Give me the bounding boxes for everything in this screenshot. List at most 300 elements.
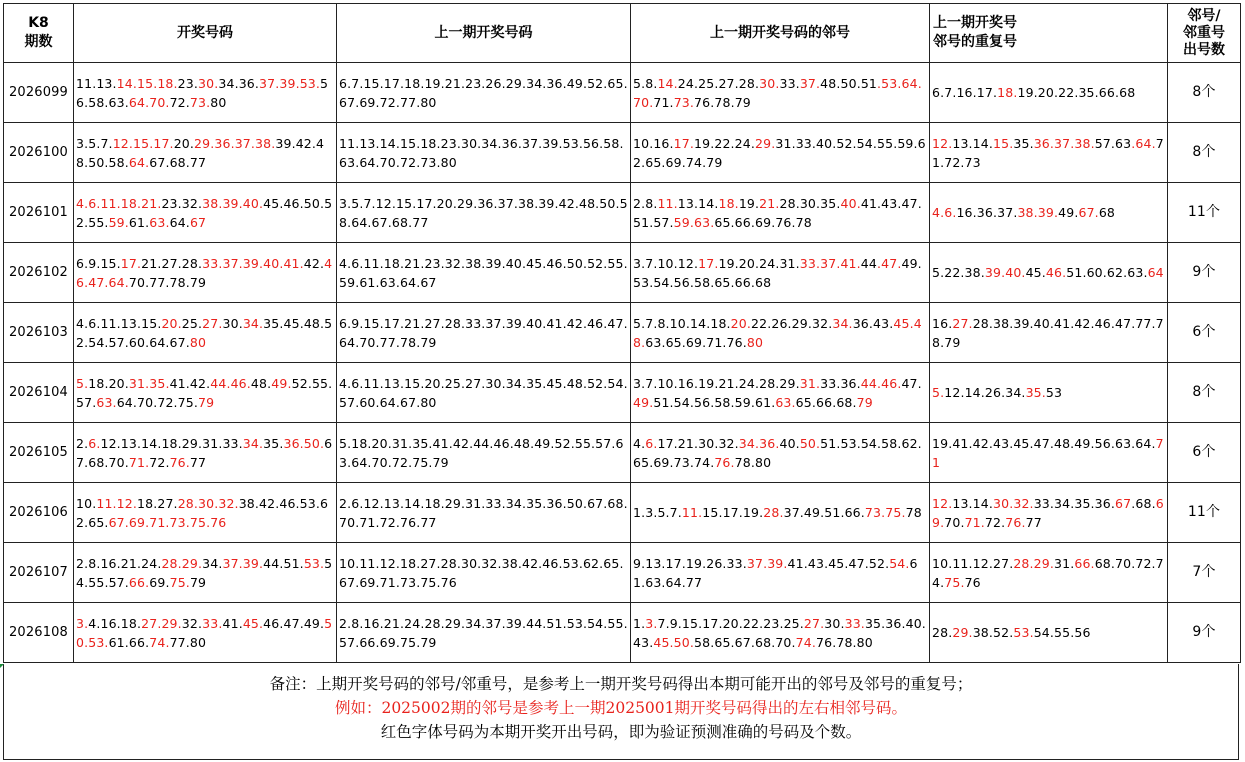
hit-number: 73.75. — [864, 505, 906, 520]
number-text: 51.60.62.63. — [1066, 265, 1148, 280]
cell-corner-marker — [0, 664, 4, 668]
hit-number: 76. — [714, 454, 735, 470]
hit-number: 11. — [657, 195, 678, 211]
hit-number: 18. — [718, 195, 739, 211]
table-row — [4, 123, 1241, 183]
draw-cell — [74, 543, 337, 603]
number-text: 16.36.37. — [956, 205, 1018, 220]
hit-number: 34. — [242, 435, 264, 451]
number-text: 35.36.40.43. — [633, 615, 926, 650]
header-period: K8 期数 — [4, 4, 74, 63]
hit-number: 71. — [128, 454, 150, 470]
number-text: 58.65.67.68.70. — [694, 634, 796, 650]
period-cell: 2026104 — [4, 363, 74, 423]
neighbors-cell — [631, 543, 930, 603]
header-draw: 开奖号码 — [74, 4, 337, 63]
number-text: 19.22.24. — [694, 135, 756, 151]
hit-number: 79 — [856, 394, 873, 410]
prev-cell: 10.11.12.18.27.28.30.32.38.42.46.53.62.65.67.69.71.73.75.76 — [337, 543, 631, 603]
period-cell: 2026106 — [4, 483, 74, 543]
hit-number: 64. — [128, 154, 150, 170]
number-text: 53 — [1045, 385, 1063, 400]
number-text: 28. — [932, 625, 953, 640]
number-text: 31. — [1054, 555, 1075, 571]
number-text: 61.66. — [108, 634, 150, 650]
hit-number: 12.15.17. — [112, 135, 174, 151]
hit-number: 37. — [799, 75, 821, 91]
neighbors-cell — [631, 63, 930, 123]
repeat-cell — [930, 123, 1168, 183]
number-text: 68 — [1098, 205, 1116, 220]
hit-number: 31. — [799, 375, 821, 391]
hit-number: .47. — [877, 255, 902, 271]
number-text: 41. — [222, 615, 243, 631]
number-text: 38.52. — [972, 625, 1014, 640]
hit-number: 30. — [759, 75, 780, 91]
repeat-cell — [930, 423, 1168, 483]
number-text: 80 — [210, 94, 227, 110]
number-text: 39.42.48.50.58. — [76, 135, 325, 170]
hit-number: 36.50. — [283, 435, 325, 451]
hit-number: 28.29. — [1013, 555, 1054, 571]
hit-number: 3. — [645, 615, 658, 631]
hit-number: 4.6.11.18.21. — [76, 195, 162, 211]
hit-number: 38.39. — [1017, 205, 1059, 220]
number-text: 47. — [901, 375, 922, 391]
number-text: 41.43.47.51.57. — [633, 195, 922, 230]
number-text: 55.57. — [88, 574, 129, 590]
prev-cell: 4.6.11.13.15.20.25.27.30.34.35.45.48.52.54.57.60.64.67.80 — [337, 363, 631, 423]
number-text: 5.8. — [633, 75, 658, 91]
count-cell: 6个 — [1168, 423, 1241, 483]
period-cell: 2026107 — [4, 543, 74, 603]
hit-number: 15. — [993, 135, 1014, 151]
number-text: 57.63 — [1094, 135, 1132, 151]
number-text: 41.43.45.47.52. — [787, 555, 890, 571]
hit-number: 59.63. — [673, 214, 715, 230]
draw-cell — [74, 63, 337, 123]
prev-cell: 6.7.15.17.18.19.21.23.26.29.34.36.49.52.65.67.69.72.77.80 — [337, 63, 631, 123]
number-text: 20. — [173, 135, 195, 151]
number-text: 65.66.69.76.78 — [714, 214, 812, 230]
number-text: 2.8.16.21.24. — [76, 555, 162, 571]
hit-number: 73. — [189, 94, 211, 110]
draw-cell — [74, 303, 337, 363]
number-text: 6.9.15. — [76, 255, 121, 271]
prev-cell: 5.18.20.31.35.41.42.44.46.48.49.52.55.57.63.64.70.72.75.79 — [337, 423, 631, 483]
hit-number: 64.70. — [128, 94, 170, 110]
hit-number: 69. — [932, 495, 1164, 530]
hit-number: 21. — [759, 195, 780, 211]
hit-number: 49. — [271, 375, 292, 391]
number-text: 4.16.18. — [88, 615, 142, 631]
repeat-cell — [930, 543, 1168, 603]
table-row — [4, 363, 1241, 423]
neighbors-cell — [631, 423, 930, 483]
hit-number: .64. — [1131, 135, 1156, 151]
neighbors-cell — [631, 363, 930, 423]
number-text: 3.7.10.12. — [633, 255, 699, 271]
number-text: 67.68.77 — [149, 154, 207, 170]
number-text: 76.78.80 — [816, 634, 873, 650]
number-text: 65.66.68. — [795, 394, 857, 410]
hit-number: 71. — [964, 514, 985, 530]
hit-number: 66. — [128, 574, 150, 590]
hit-number: 59. — [108, 214, 129, 230]
number-text: 32. — [181, 615, 203, 631]
hit-number: 36.37.38. — [1033, 135, 1095, 151]
number-text: 13.14. — [952, 495, 994, 511]
number-text: 61. — [128, 214, 150, 230]
neighbors-cell — [631, 483, 930, 543]
note-line-3: 红色字体号码为本期开奖开出号码，即为验证预测准确的号码及个数。 — [380, 723, 862, 741]
hit-number: 63. — [775, 394, 796, 410]
hit-number: 34.36. — [738, 435, 780, 451]
repeat-cell — [930, 63, 1168, 123]
number-text: 78 — [905, 505, 922, 520]
hit-number: 79 — [198, 394, 215, 410]
number-text: 41.42. — [169, 375, 211, 391]
hit-number: 33.37.41. — [799, 255, 861, 271]
hit-number: 3. — [76, 615, 89, 631]
repeat-cell — [930, 243, 1168, 303]
number-text: 30. — [824, 615, 845, 631]
repeat-cell — [930, 363, 1168, 423]
table-row — [4, 483, 1241, 543]
number-text: 72. — [169, 94, 190, 110]
number-text: 10.11.12.27. — [932, 555, 1014, 571]
number-text: 18.20. — [88, 375, 129, 391]
number-text: 63.65.69.71.76. — [645, 334, 747, 350]
number-text: 69. — [149, 574, 170, 590]
hit-number: 63. — [96, 394, 117, 410]
number-text: 70. — [944, 514, 965, 530]
period-cell: 2026108 — [4, 603, 74, 663]
number-text: 3.7.10.16.19.21.24.28.29. — [633, 375, 800, 391]
neighbors-cell — [631, 303, 930, 363]
hit-number: 30.32. — [993, 495, 1034, 511]
header-neighbors: 上一期开奖号码的邻号 — [631, 4, 930, 63]
hit-number: 20. — [161, 315, 182, 331]
hit-number: 33. — [202, 615, 223, 631]
hit-number: 54. — [889, 555, 910, 571]
repeat-cell — [930, 603, 1168, 663]
prev-cell: 4.6.11.18.21.23.32.38.39.40.45.46.50.52.55.59.61.63.64.67 — [337, 243, 631, 303]
hit-number: 37.39. — [222, 555, 264, 571]
number-text: 44 — [860, 255, 878, 271]
count-cell: 6个 — [1168, 303, 1241, 363]
neighbors-cell — [631, 183, 930, 243]
number-text: 71.72.73 — [932, 135, 1164, 170]
hit-number: 11. — [681, 505, 703, 520]
hit-number: 76. — [169, 454, 190, 470]
hit-number: 67 — [1115, 495, 1132, 511]
hit-number: 50. — [799, 435, 821, 451]
number-text: 37.49.51.66. — [783, 505, 865, 520]
hit-number: 20. — [730, 315, 752, 331]
number-text: 48.50.51 — [820, 75, 878, 91]
hit-number: 45.50. — [653, 634, 695, 650]
number-text: 34.36. — [218, 75, 260, 91]
number-text: 10.16. — [633, 135, 674, 151]
number-text: 46.47.49. — [263, 615, 325, 631]
number-text: 51.53.54.58.62.65.69.73.74. — [633, 435, 922, 470]
draw-cell — [74, 183, 337, 243]
table-body — [4, 63, 1241, 663]
number-text: 2.8. — [633, 195, 658, 211]
draw-cell — [74, 483, 337, 543]
hit-number: 45. — [242, 615, 264, 631]
repeat-cell — [930, 183, 1168, 243]
hit-number: .53.64.70. — [633, 75, 922, 110]
hit-number: 80 — [189, 334, 207, 350]
hit-number: 12. — [932, 135, 953, 151]
hit-number: 5. — [76, 375, 89, 391]
hit-number: 80 — [746, 334, 764, 350]
table-row — [4, 303, 1241, 363]
neighbors-cell — [631, 243, 930, 303]
hit-number: 27. — [952, 315, 973, 331]
number-text: 76 — [964, 574, 981, 590]
number-text: 72. — [984, 514, 1006, 530]
hit-number: 12. — [932, 495, 953, 511]
number-text: 77 — [1025, 514, 1042, 530]
prev-cell: 6.9.15.17.21.27.28.33.37.39.40.41.42.46.47.64.70.77.78.79 — [337, 303, 631, 363]
number-text: 38.42.46.53.62.65. — [76, 495, 329, 530]
prev-cell: 3.5.7.12.15.17.20.29.36.37.38.39.42.48.50.58.64.67.68.77 — [337, 183, 631, 243]
hit-number: 4.6. — [932, 205, 957, 220]
number-text: 1. — [633, 615, 646, 631]
number-text: 67.68.70. — [76, 435, 333, 470]
hit-number: 45.48. — [633, 315, 922, 350]
number-text: 78.80 — [734, 454, 772, 470]
number-text: 19.20.22.35.66.68 — [1017, 85, 1136, 100]
hit-number: 44.46. — [860, 375, 902, 391]
hit-number: 37.39 — [259, 75, 296, 91]
hit-number: 29.36.37.38. — [194, 135, 276, 151]
number-text: 64. — [169, 214, 190, 230]
number-text: 2. — [76, 435, 89, 451]
count-cell: 11个 — [1168, 483, 1241, 543]
hit-number: 75. — [944, 574, 965, 590]
number-text: 51.54.56.58.59.61. — [653, 394, 776, 410]
number-text: 33.36. — [820, 375, 861, 391]
number-text: 35. — [263, 435, 284, 451]
number-text: 45.46.50.52.55. — [76, 195, 333, 230]
number-text: 19.41.42.43.45.47.48.49.56.63.64. — [932, 435, 1156, 451]
number-text: 71. — [653, 94, 674, 110]
number-text: 9.13.17.19.26.33. — [633, 555, 747, 571]
neighbors-cell — [631, 603, 930, 663]
number-text: 16. — [932, 315, 953, 331]
count-cell: 8个 — [1168, 63, 1241, 123]
hit-number: 50.53. — [76, 615, 333, 650]
notes-box — [3, 664, 1239, 760]
draw-cell — [74, 603, 337, 663]
number-text: 30. — [222, 315, 243, 331]
number-text: 36.43. — [852, 315, 894, 331]
hit-number: 75. — [169, 574, 190, 590]
hit-number: 40. — [840, 195, 861, 211]
count-cell: 7个 — [1168, 543, 1241, 603]
hit-number: 74. — [795, 634, 817, 650]
count-cell: 8个 — [1168, 123, 1241, 183]
hit-number: 17. — [698, 255, 719, 271]
hit-number: 71 — [932, 435, 1164, 470]
hit-number: 53. — [1013, 625, 1034, 640]
number-text: 5.7.8.10.14.18. — [633, 315, 731, 331]
hit-number: .53. — [295, 75, 321, 91]
number-text: 54. — [76, 555, 333, 590]
hit-number: 37.39. — [746, 555, 788, 571]
number-text: 70.77.78.79 — [128, 274, 207, 290]
number-text: 35.45.48.52.54.57.60.64.67. — [76, 315, 333, 350]
table-row — [4, 183, 1241, 243]
table-row — [4, 603, 1241, 663]
number-text: 77.80 — [169, 634, 207, 650]
hit-number: 38.39.40. — [202, 195, 264, 211]
hit-number: 66. — [1074, 555, 1095, 571]
hit-number: 74. — [149, 634, 170, 650]
neighbors-cell — [631, 123, 930, 183]
number-text: 49. — [1058, 205, 1079, 220]
number-text: 22.26.29.32. — [751, 315, 833, 331]
period-cell: 2026100 — [4, 123, 74, 183]
hit-number: 28. — [763, 505, 784, 520]
hit-number: 34. — [832, 315, 853, 331]
hit-number: 11.12. — [96, 495, 138, 511]
hit-number: 64 — [1147, 265, 1164, 280]
hit-number: 76. — [1005, 514, 1026, 530]
hit-number: 39.40. — [984, 265, 1026, 280]
header-count: 邻号/ 邻重号 出号数 — [1168, 4, 1241, 63]
number-text: 68.70.72.74. — [932, 555, 1164, 590]
number-text: 45. — [1025, 265, 1046, 280]
prev-cell: 11.13.14.15.18.23.30.34.36.37.39.53.56.58.63.64.70.72.73.80 — [337, 123, 631, 183]
number-text: 28.30.35. — [779, 195, 841, 211]
header-row — [4, 4, 1241, 63]
hit-number: 73. — [673, 94, 695, 110]
number-text: 1.3.5.7. — [633, 505, 682, 520]
number-text: 4. — [633, 435, 646, 451]
hit-number: 35. — [1025, 385, 1046, 400]
hit-number: 28.29. — [161, 555, 203, 571]
number-text: 13.14. — [952, 135, 994, 151]
number-text: 5.22.38. — [932, 265, 985, 280]
draw-cell — [74, 243, 337, 303]
hit-number: 67.69.71.73.75.76 — [108, 514, 227, 530]
number-text: 34. — [202, 555, 223, 571]
number-text: 56.58.63. — [76, 75, 329, 110]
count-cell: 9个 — [1168, 243, 1241, 303]
number-text: 17.21.30.32. — [657, 435, 739, 451]
number-text: 6.7.16.17. — [932, 85, 998, 100]
hit-number: 17. — [673, 135, 695, 151]
table-row — [4, 543, 1241, 603]
number-text: 79 — [189, 574, 207, 590]
number-text: 35. — [1013, 135, 1034, 151]
hit-number: 33. — [844, 615, 865, 631]
number-text: 23.32. — [161, 195, 203, 211]
hit-number: 14. — [657, 75, 678, 91]
hit-number: 27. — [202, 315, 223, 331]
hit-number: 5. — [932, 385, 945, 400]
number-text: 10. — [76, 495, 97, 511]
number-text: 19. — [738, 195, 760, 211]
prev-cell: 2.6.12.13.14.18.29.31.33.34.35.36.50.67.68.70.71.72.76.77 — [337, 483, 631, 543]
hit-number: 14.15.18. — [116, 75, 178, 91]
table-row — [4, 423, 1241, 483]
hit-number: 17. — [120, 255, 142, 271]
number-text: 31.33.40.52.54.55.59.62.65.69.74.79 — [633, 135, 926, 170]
hit-number: 46. — [1045, 265, 1067, 280]
number-text: 13.14. — [677, 195, 719, 211]
repeat-cell — [930, 483, 1168, 543]
hit-number: 30. — [198, 75, 219, 91]
number-text: 15.17.19. — [702, 505, 764, 520]
number-text: 12.13.14.18.29.31.33. — [100, 435, 243, 451]
number-text: 19.20.24.31. — [718, 255, 800, 271]
number-text: 33.34.35.36. — [1033, 495, 1116, 511]
hit-number: 6. — [645, 435, 658, 451]
repeat-cell — [930, 303, 1168, 363]
number-text: 4.6.11.13.15. — [76, 315, 162, 331]
hit-number: 18. — [997, 85, 1018, 100]
hit-number: 46.47.64. — [76, 255, 333, 290]
header-prev: 上一期开奖号码 — [337, 4, 631, 63]
number-text: 24.25.27.28. — [677, 75, 760, 91]
number-text: 40. — [779, 435, 800, 451]
period-cell: 2026105 — [4, 423, 74, 483]
draw-cell — [74, 423, 337, 483]
lottery-table — [3, 3, 1241, 663]
hit-number: 28.30.32. — [177, 495, 239, 511]
hit-number: 29. — [755, 135, 776, 151]
period-cell: 2026102 — [4, 243, 74, 303]
number-text: 54.55.56 — [1033, 625, 1091, 640]
count-cell: 11个 — [1168, 183, 1241, 243]
number-text: 28.38.39.40.41.42.46.47.77.78.79 — [932, 315, 1164, 350]
hit-number: 63. — [149, 214, 170, 230]
number-text: 44.51. — [263, 555, 304, 571]
period-cell: 2026099 — [4, 63, 74, 123]
number-text: 33. — [779, 75, 800, 91]
number-text: .68. — [1131, 495, 1156, 511]
note-line-1: 备注：上期开奖号码的邻号/邻重号，是参考上一期开奖号码得出本期可能开出的邻号及邻号的重复号； — [269, 675, 973, 693]
number-text: 72. — [149, 454, 170, 470]
hit-number: 27. — [803, 615, 825, 631]
number-text: 25. — [181, 315, 203, 331]
header-repeat: 上一期开奖号 邻号的重复号 — [930, 4, 1168, 63]
hit-number: 33.37.39.40.41. — [202, 255, 304, 271]
period-cell: 2026103 — [4, 303, 74, 363]
number-text: 18.27. — [137, 495, 178, 511]
note-line-2: 例如：2025002期的邻号是参考上一期2025001期开奖号码得出的左右相邻号码。 — [334, 699, 908, 717]
hit-number: 53. — [303, 555, 325, 571]
draw-cell — [74, 363, 337, 423]
number-text: 49.53.54.56.58.65.66.68 — [633, 255, 922, 290]
number-text: 11.13. — [76, 75, 117, 91]
number-text: 52.55.57. — [76, 375, 333, 410]
prev-cell: 2.8.16.21.24.28.29.34.37.39.44.51.53.54.55.57.66.69.75.79 — [337, 603, 631, 663]
number-text: 77 — [189, 454, 207, 470]
period-cell: 2026101 — [4, 183, 74, 243]
hit-number: 6. — [88, 435, 101, 451]
hit-number: 34. — [242, 315, 264, 331]
number-text: 42. — [303, 255, 325, 271]
count-cell: 9个 — [1168, 603, 1241, 663]
number-text: 21.27.28. — [141, 255, 203, 271]
